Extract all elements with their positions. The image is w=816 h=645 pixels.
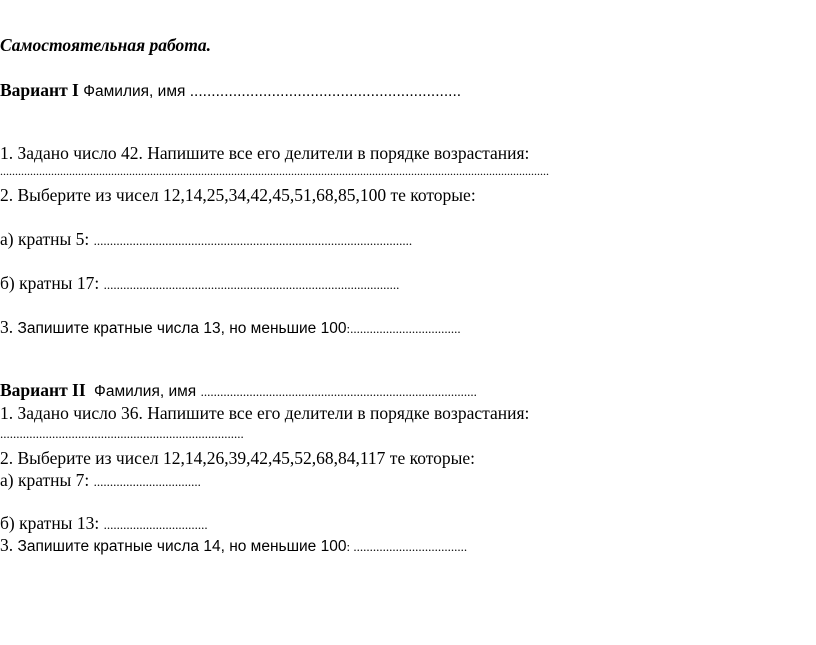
variant1-task3-text: Запишите кратные числа 13, но меньшие 100 bbox=[17, 320, 347, 337]
variant2-name-label: Фамилия, имя bbox=[94, 383, 197, 400]
variant2-label: Вариант II bbox=[0, 380, 86, 400]
variant2-task2a bbox=[0, 470, 201, 492]
variant2-task2b-dots: ................................ bbox=[103, 517, 208, 532]
variant1-task1-dots: ....................................................................................................................................................................................... bbox=[0, 164, 549, 178]
variant1-task2a bbox=[0, 229, 412, 251]
variant2-task2: 2. Выберите из чисел 12,14,26,39,42,45,52,68,84,117 те которые: bbox=[0, 448, 476, 468]
variant1-task3-dots: :.................................. bbox=[346, 321, 461, 336]
variant1-task2a-dots: .................................................................................................. bbox=[93, 233, 413, 248]
variant2-task2b bbox=[0, 513, 208, 535]
variant2-task3-text: Запишите кратные числа 14, но меньшие 100 bbox=[17, 538, 347, 555]
variant1-header bbox=[0, 80, 461, 102]
document-title: Самостоятельная работа. bbox=[0, 35, 211, 55]
variant2-task2a-label: а) кратны 7: bbox=[0, 470, 90, 490]
variant1-task2: 2. Выберите из чисел 12,14,25,34,42,45,51,68,85,100 те которые: bbox=[0, 185, 476, 205]
variant1-task2b bbox=[0, 273, 399, 295]
variant2-task1: 1. Задано число 36. Напишите все его делители в порядке возрастания: bbox=[0, 403, 530, 423]
variant1-task2a-label: а) кратны 5: bbox=[0, 229, 90, 249]
variant1-name-label: Фамилия, имя bbox=[83, 83, 186, 100]
variant1-label: Вариант I bbox=[0, 80, 79, 100]
variant2-name-dots: ..................................................................................... bbox=[200, 384, 477, 399]
variant1-task1: 1. Задано число 42. Напишите все его делители в порядке возрастания: bbox=[0, 143, 530, 163]
variant1-task3-prefix: 3. bbox=[0, 317, 14, 337]
variant2-task3-dots: : ................................... bbox=[346, 539, 468, 554]
variant1-task3 bbox=[0, 317, 461, 339]
variant1-task2b-dots: ........................................................................................... bbox=[103, 277, 400, 292]
variant1-task2b-label: б) кратны 17: bbox=[0, 273, 100, 293]
variant1-name-dots: ............................................................... bbox=[189, 83, 462, 100]
variant2-task3-prefix: 3. bbox=[0, 535, 14, 555]
variant2-task3 bbox=[0, 535, 467, 557]
variant2-header bbox=[0, 380, 477, 402]
variant2-task2b-label: б) кратны 13: bbox=[0, 513, 100, 533]
variant2-task1-dots: ........................................................................... bbox=[0, 426, 244, 441]
variant2-task2a-dots: ................................. bbox=[93, 474, 201, 489]
